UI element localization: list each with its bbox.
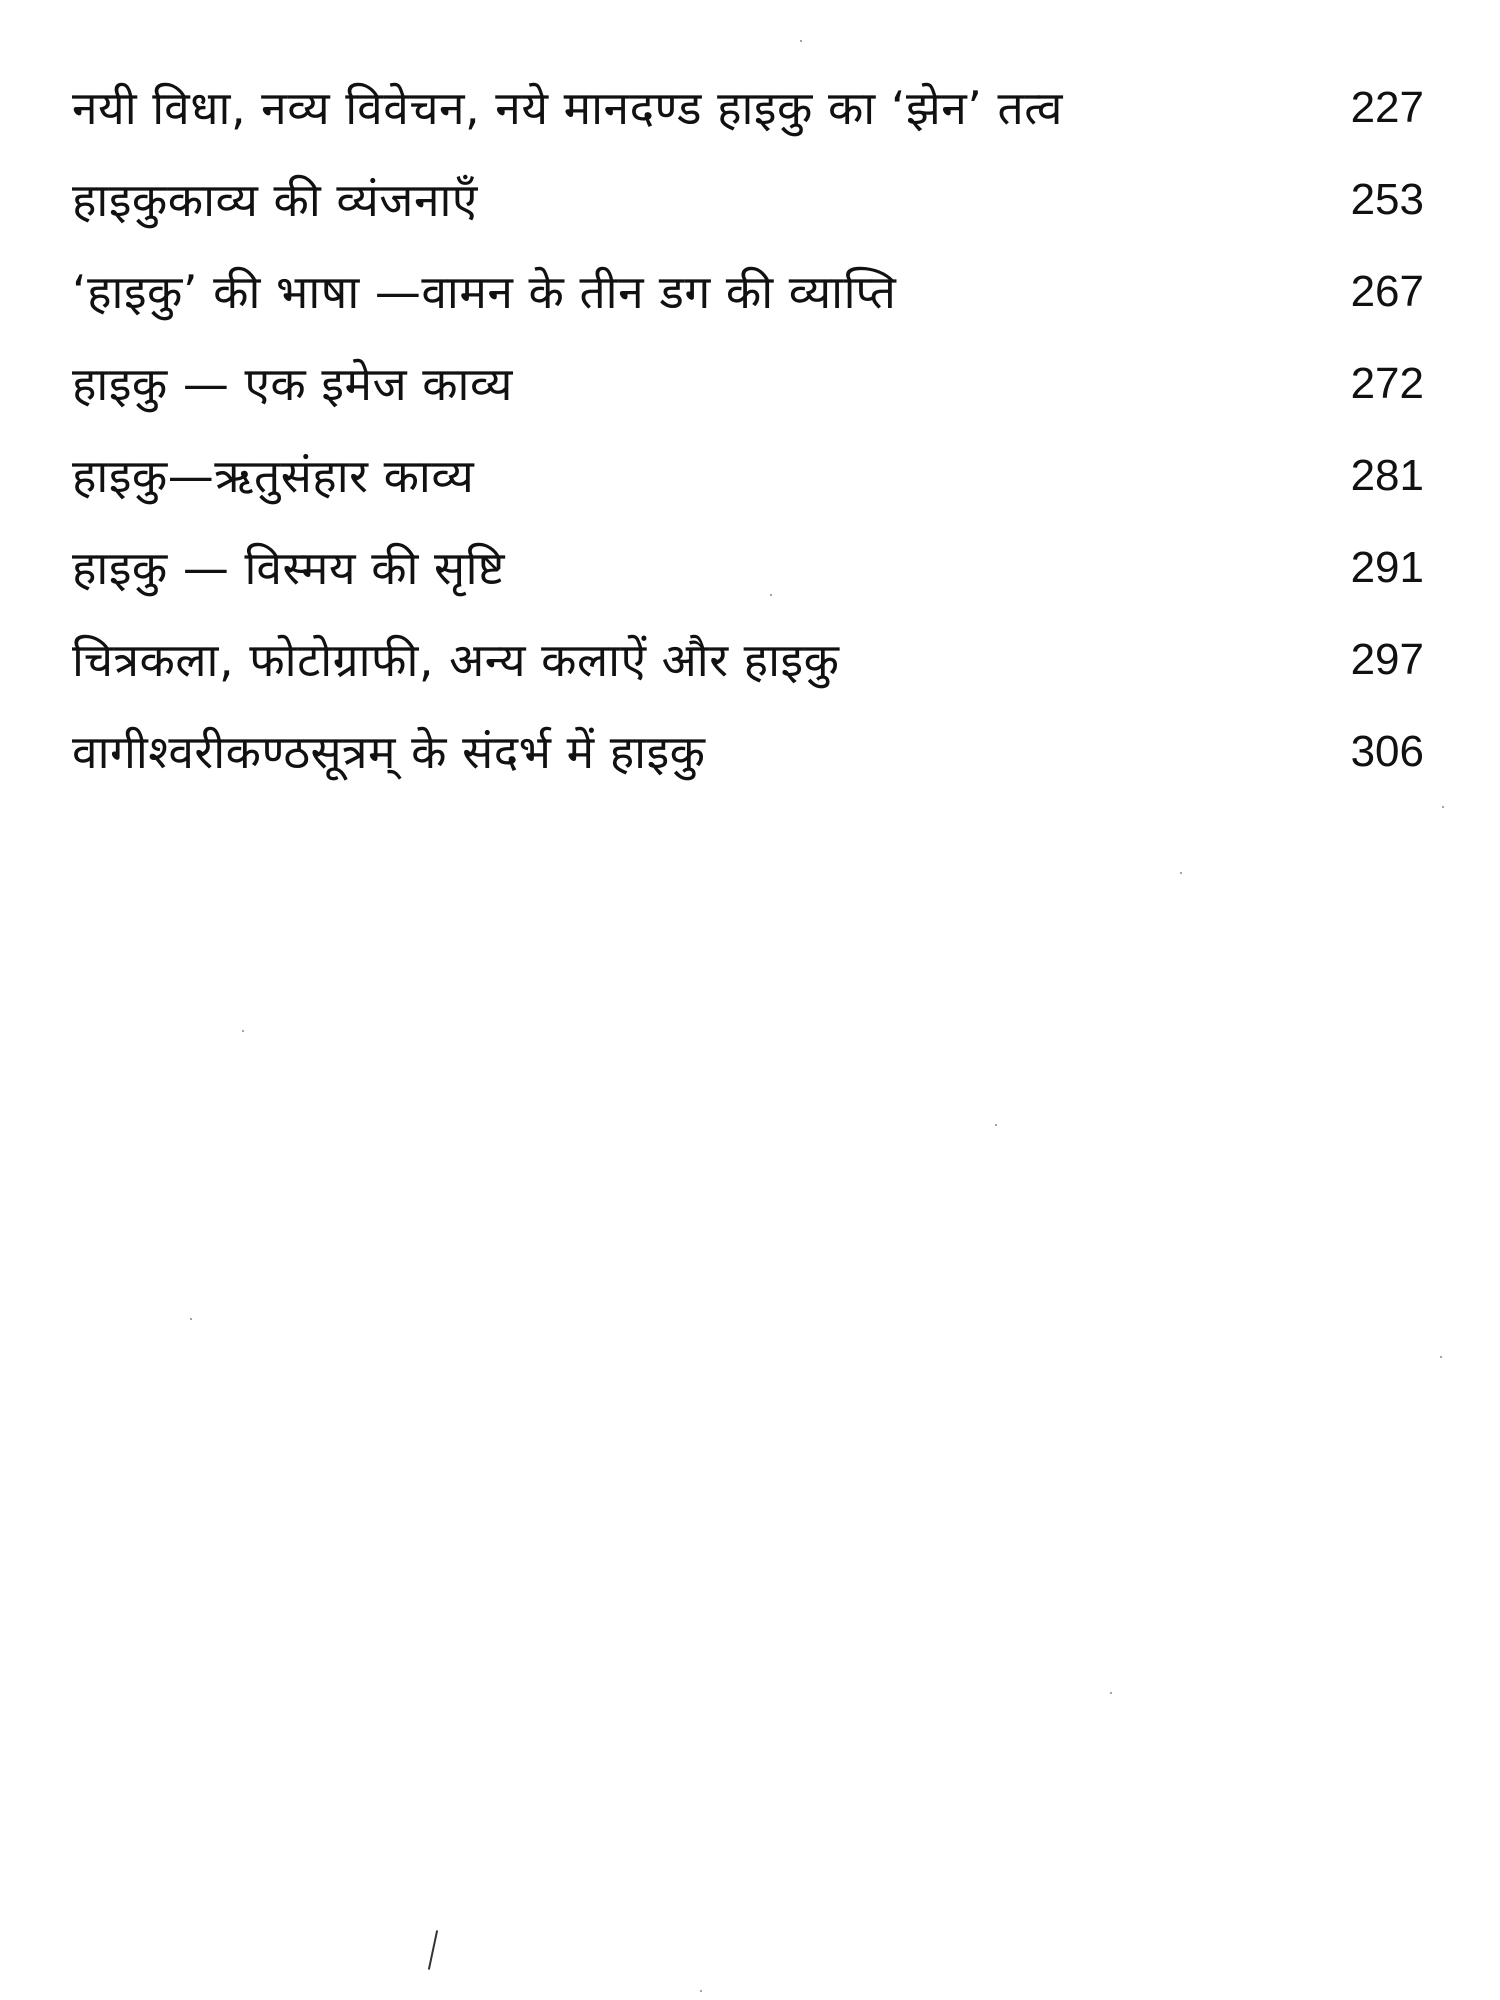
- toc-entry: [72, 154, 1424, 246]
- toc-entry-page: 227: [1350, 83, 1424, 132]
- toc-entry-page: 291: [1350, 543, 1424, 592]
- toc-entry-title: हाइकुकाव्य की व्यंजनाएँ: [72, 173, 478, 227]
- toc-entry: [72, 338, 1424, 430]
- scan-speck: [1180, 872, 1182, 874]
- toc-entry-title: हाइकु — एक इमेज काव्य: [72, 357, 513, 411]
- scan-speck: [700, 1990, 702, 1992]
- pen-stroke-mark: [428, 1930, 438, 1970]
- table-of-contents: [72, 62, 1424, 798]
- toc-entry-title: हाइकु—ऋतुसंहार काव्य: [72, 449, 475, 503]
- toc-entry-page: 253: [1350, 175, 1424, 224]
- scan-speck: [1440, 1356, 1442, 1358]
- scan-speck: [800, 40, 802, 42]
- toc-entry-title: हाइकु — विस्मय की सृष्टि: [72, 541, 505, 595]
- toc-entry: [72, 614, 1424, 706]
- scan-speck: [770, 594, 772, 596]
- toc-entry-title: वागीश्वरीकण्ठसूत्रम् के संदर्भ में हाइकु: [72, 725, 706, 779]
- scan-speck: [1442, 806, 1444, 808]
- toc-entry: [72, 706, 1424, 798]
- scan-speck: [242, 1030, 244, 1032]
- scan-speck: [1110, 1692, 1112, 1694]
- scan-speck: [190, 1318, 192, 1320]
- toc-entry-page: 281: [1350, 451, 1424, 500]
- toc-entry-page: 306: [1350, 727, 1424, 776]
- toc-entry: [72, 246, 1424, 338]
- toc-entry-page: 272: [1350, 359, 1424, 408]
- toc-entry-title: ‘हाइकु’ की भाषा —वामन के तीन डग की व्याप्ति: [72, 265, 897, 319]
- scan-speck: [995, 1124, 997, 1126]
- toc-entry-title: चित्रकला, फोटोग्राफी, अन्य कलाऐं और हाइकु: [72, 633, 840, 687]
- toc-entry: [72, 430, 1424, 522]
- toc-entry-title: नयी विधा, नव्य विवेचन, नये मानदण्ड हाइकु का ‘झेन’ तत्व: [72, 81, 1063, 135]
- toc-entry: [72, 522, 1424, 614]
- toc-entry-page: 297: [1350, 635, 1424, 684]
- toc-entry: [72, 62, 1424, 154]
- toc-entry-page: 267: [1350, 267, 1424, 316]
